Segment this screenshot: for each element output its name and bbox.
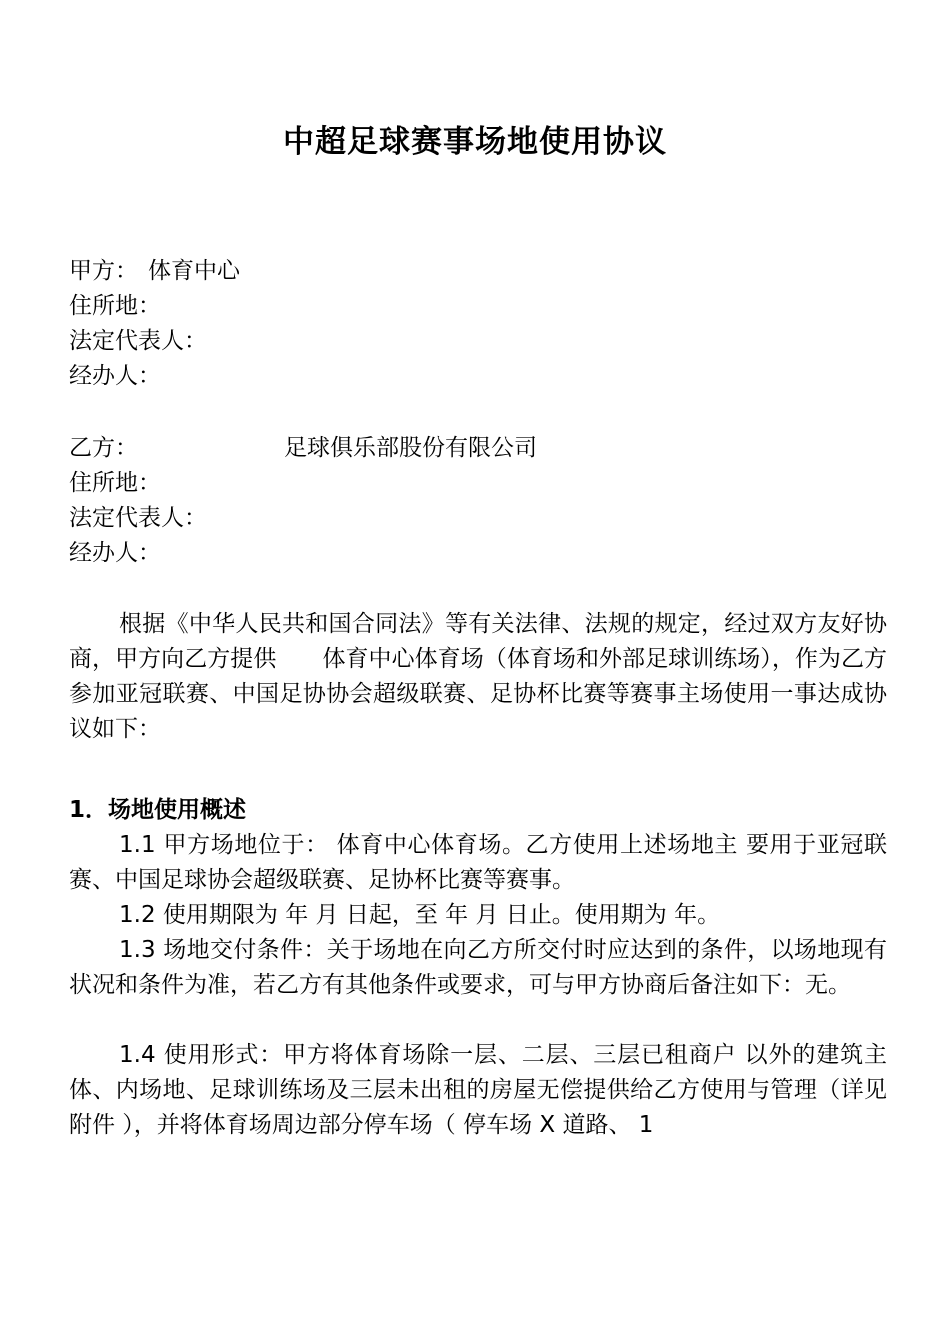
preamble-block — [69, 607, 887, 747]
party-b-line — [69, 431, 537, 466]
section-1-heading: 1．场地使用概述 — [69, 797, 247, 823]
party-b-address-label: 住所地： — [69, 470, 161, 496]
party-a-address-label: 住所地： — [69, 293, 161, 319]
clause-1-4: 1.4 使用形式：甲方将体育场除一层、二层、三层已租商户 以外的建筑主体、内场地、足球训练场及三层未出租的房屋无偿提供给乙方使用与管理（详见附件 ），并将体育场周边部分停车场（ 停车场 X 道路、 1 — [69, 1042, 887, 1138]
party-a-label: 甲方： — [69, 258, 138, 284]
party-a-legal-rep-label: 法定代表人： — [69, 328, 207, 354]
party-a-block — [69, 254, 240, 394]
party-a-agent-label: 经办人： — [69, 363, 161, 389]
paragraph-gap — [69, 1003, 887, 1038]
party-b-label: 乙方： — [69, 435, 138, 461]
party-a-name: 体育中心 — [148, 258, 240, 284]
clause-1-2: 1.2 使用期限为 年 月 日起，至 年 月 日止。使用期为 年。 — [119, 902, 721, 928]
party-b-block — [69, 431, 537, 571]
party-b-agent-label: 经办人： — [69, 540, 161, 566]
party-a-line — [69, 254, 240, 289]
document-title: 中超足球赛事场地使用协议 — [283, 124, 667, 160]
clause-1-1: 1.1 甲方场地位于： 体育中心体育场。乙方使用上述场地主 要用于亚冠联赛、中国足球协会超级联赛、足协杯比赛等赛事。 — [69, 832, 887, 893]
preamble-paragraph: 根据《中华人民共和国合同法》等有关法律、法规的规定，经过双方友好协商，甲方向乙方提供 体育中心体育场（体育场和外部足球训练场），作为乙方参加亚冠联赛、中国足协协会超级联赛、足协杯比赛等赛事主场使用一事达成协议如下： — [69, 611, 887, 742]
party-b-name: 足球俱乐部股份有限公司 — [284, 435, 537, 461]
clause-1-3: 1.3 场地交付条件：关于场地在向乙方所交付时应达到的条件，以场地现有状况和条件为准，若乙方有其他条件或要求，可与甲方协商后备注如下：无。 — [69, 937, 887, 998]
section-1 — [69, 793, 887, 1143]
party-b-legal-rep-label: 法定代表人： — [69, 505, 207, 531]
